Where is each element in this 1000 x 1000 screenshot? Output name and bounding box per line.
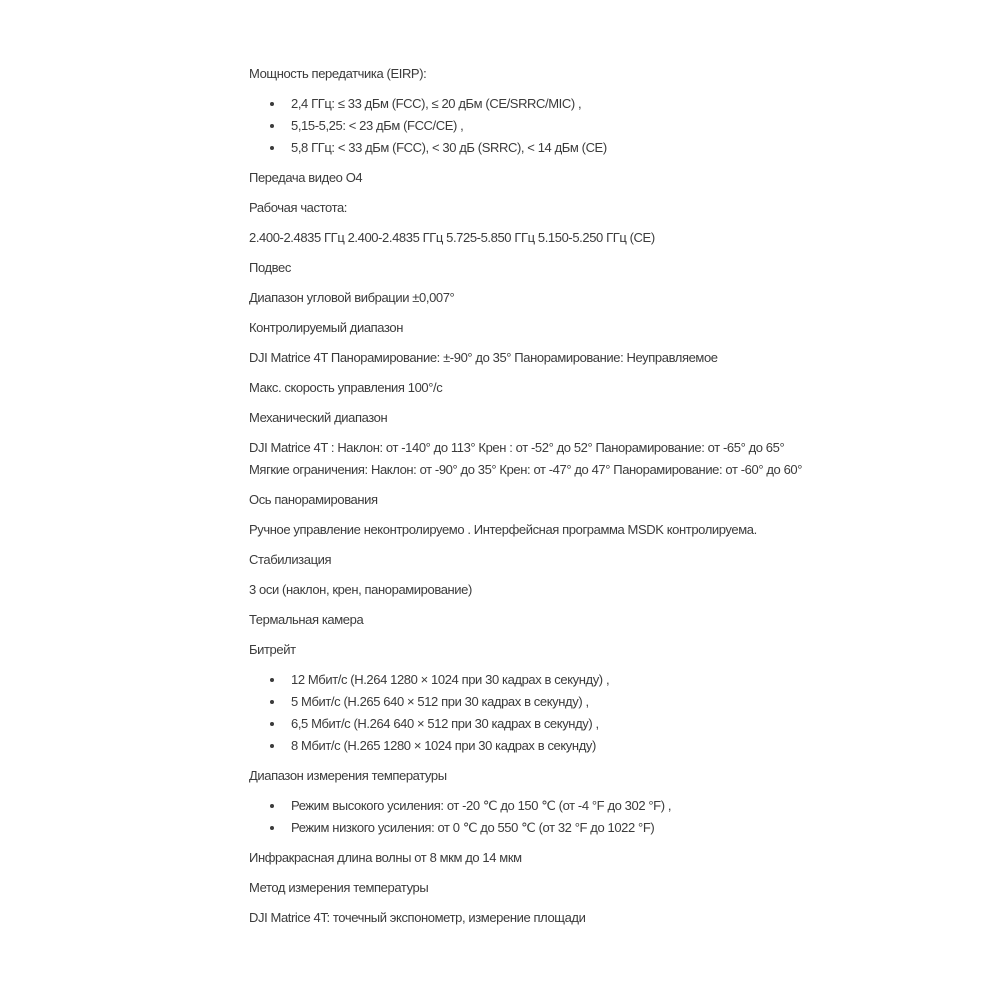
transmitter-power-heading: Мощность передатчика (EIRP):: [249, 66, 427, 81]
operating-frequency-heading: Рабочая частота:: [249, 200, 348, 215]
controllable-range-heading: Контролируемый диапазон: [249, 320, 404, 335]
spec-document: [249, 63, 889, 937]
vibration-range-para: Диапазон угловой вибрации ±0,007°: [249, 290, 455, 305]
infrared-wavelength-para: Инфракрасная длина волны от 8 мкм до 14 мкм: [249, 850, 522, 865]
stabilization-value: 3 оси (наклон, крен, панорамирование): [249, 582, 472, 597]
list-item: 6,5 Мбит/с (H.264 640 × 512 при 30 кадрах в секунду) ,: [291, 713, 889, 735]
list-item: 8 Мбит/с (H.265 1280 × 1024 при 30 кадрах в секунду): [291, 735, 889, 757]
pan-axis-value: Ручное управление неконтролируемо . Интерфейсная программа MSDK контролируема.: [249, 522, 757, 537]
controllable-range-value: DJI Matrice 4T Панорамирование: ±-90° до 35° Панорамирование: Неуправляемое: [249, 350, 718, 365]
list-item: 5 Мбит/с (H.265 640 × 512 при 30 кадрах в секунду) ,: [291, 691, 889, 713]
temperature-method-value: DJI Matrice 4T: точечный экспонометр, измерение площади: [249, 910, 586, 925]
gimbal-heading: Подвес: [249, 260, 291, 275]
list-item: 5,8 ГГц: < 33 дБм (FCC), < 30 дБ (SRRC), < 14 дБм (CE): [291, 137, 889, 159]
mechanical-range-heading: Механический диапазон: [249, 410, 388, 425]
mechanical-range-line: DJI Matrice 4T : Наклон: от -140° до 113° Крен : от -52° до 52° Панорамирование: от -65° до 65°: [249, 440, 785, 455]
mechanical-range-value: [249, 437, 889, 481]
stabilization-heading: Стабилизация: [249, 552, 332, 567]
list-item: 12 Мбит/с (H.264 1280 × 1024 при 30 кадрах в секунду) ,: [291, 669, 889, 691]
max-control-speed-para: Макс. скорость управления 100°/с: [249, 380, 443, 395]
bitrate-list: [249, 669, 889, 757]
operating-frequency-value: 2.400-2.4835 ГГц 2.400-2.4835 ГГц 5.725-5.850 ГГц 5.150-5.250 ГГц (CE): [249, 230, 655, 245]
temperature-range-list: [249, 795, 889, 839]
video-transmission-para: Передача видео O4: [249, 170, 363, 185]
mechanical-range-line: Мягкие ограничения: Наклон: от -90° до 35° Крен: от -47° до 47° Панорамирование: от -60° до 60°: [249, 462, 803, 477]
bitrate-heading: Битрейт: [249, 642, 296, 657]
temperature-method-heading: Метод измерения температуры: [249, 880, 429, 895]
temperature-range-heading: Диапазон измерения температуры: [249, 768, 447, 783]
transmitter-power-list: [249, 93, 889, 159]
list-item: 5,15-5,25: < 23 дБм (FCC/CE) ,: [291, 115, 889, 137]
list-item: 2,4 ГГц: ≤ 33 дБм (FCC), ≤ 20 дБм (CE/SRRC/MIC) ,: [291, 93, 889, 115]
list-item: Режим высокого усиления: от -20 ℃ до 150 ℃ (от -4 °F до 302 °F) ,: [291, 795, 889, 817]
pan-axis-heading: Ось панорамирования: [249, 492, 378, 507]
list-item: Режим низкого усиления: от 0 ℃ до 550 ℃ (от 32 °F до 1022 °F): [291, 817, 889, 839]
thermal-camera-heading: Термальная камера: [249, 612, 364, 627]
